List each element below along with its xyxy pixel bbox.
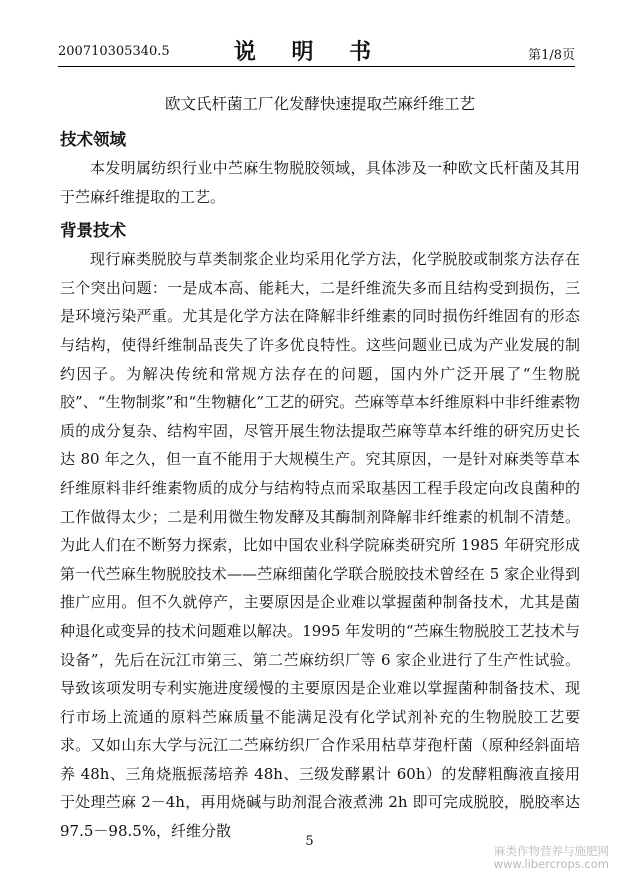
page-header [0,0,619,70]
section-heading-background: 背景技术 [60,221,126,241]
application-number: 200710305340.5 [58,44,170,59]
header-divider [58,66,575,67]
page-number: 5 [305,834,314,849]
document-type-title: 说 明 书 [233,39,386,65]
watermark-site-name: 麻类作物营养与施肥网 [494,844,609,858]
technical-field-paragraph: 本发明属纺织行业中苎麻生物脱胶领域，具体涉及一种欧文氏杆菌及其用于苎麻纤维提取的工艺。 [60,159,580,206]
watermark-url: www.libercrops.com [493,857,609,871]
document-body [60,92,580,846]
background-paragraph: 现行麻类脱胶与草类制浆企业均采用化学方法，化学脱胶或制浆方法存在三个突出问题：一是成本高、能耗大，二是纤维流失多而且结构受到损伤，三是环境污染严重。尤其是化学方法在降解非纤维素的同时损伤纤维固有的形态与结构，使得纤维制品丧失了许多优良特性。这些问题业已成为产业发展的制约因子。为解决传统和常规方法存在的问题，国内外广泛开展了“生物脱胶”、“生物制浆”和“生物糖化”工艺的研究。苎麻等草本纤维原料中非纤维素物质的成分复杂、结构牢固，尽管开展生物法提取苎麻等草本纤维的研究历史长达 80 年之久，但一直不能用于大规模生产。究其原因，一是针对麻类等草本纤维原料非纤维素物质的成分与结构特点而采取基因工程手段定向改良菌种的工作做得太少；二是利用微生物发酵及其酶制剂降解非纤维素的机制不清楚。为此人们在不断努力探索，比如中国农业科学院麻类研究所 1985 年研究形成第一代苎麻生物脱胶技术——苎麻细菌化学联合脱胶技术曾经在 5 家企业得到推广应用。但不久就停产，主要原因是企业难以掌握菌种制备技术，尤其是菌种退化或变异的技术问题难以解决。1995 年发明的“苎麻生物脱胶工艺技术与设备”，先后在沅江市第三、第二苎麻纺织厂等 6 家企业进行了生产性试验。导致该项发明专利实施进度缓慢的主要原因是企业难以掌握菌种制备技术、现行市场上流通的原料苎麻质量不能满足没有化学试剂补充的生物脱胶工艺要求。又如山东大学与沅江二苎麻纺织厂合作采用枯草芽孢杆菌（原种经斜面培养 48h、三角烧瓶振荡培养 48h、三级发酵累计 60h）的发酵粗酶液直接用于处理苎麻 2－4h，再用烧碱与助剂混合液煮沸 2h 即可完成脱胶，脱胶率达 97.5－98.5%，纤维分散 [60,250,580,841]
site-watermark [494,845,609,871]
section-heading-technical-field: 技术领域 [60,130,126,149]
page-indicator: 第1/8页 [528,48,575,63]
invention-title: 欧文氏杆菌工厂化发酵快速提取苎麻纤维工艺 [164,95,475,113]
